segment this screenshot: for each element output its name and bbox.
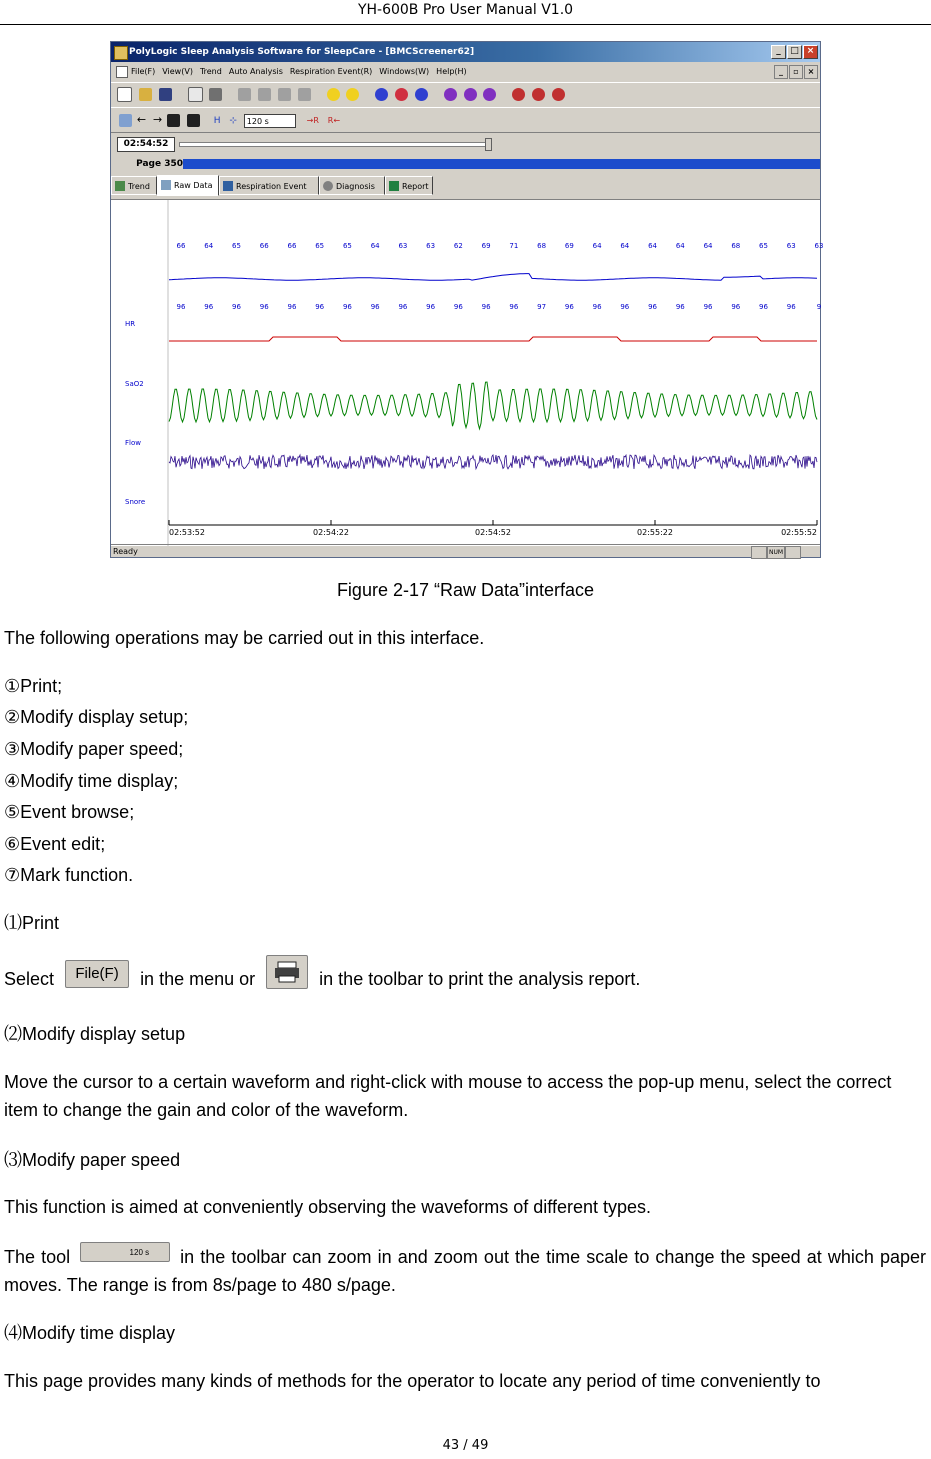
hr-value: 64 bbox=[620, 242, 630, 250]
sao2-value: 96 bbox=[731, 303, 741, 311]
first-page-icon[interactable] bbox=[167, 114, 180, 127]
last-page-icon[interactable] bbox=[187, 114, 200, 127]
tab-label: Raw Data bbox=[174, 181, 213, 190]
toolbar-main bbox=[111, 82, 820, 108]
list-item: ④Modify time display; bbox=[4, 771, 179, 791]
open-icon[interactable] bbox=[139, 88, 152, 101]
channel-label-sao2: SaO2 bbox=[125, 380, 144, 388]
list-item: ①Print; bbox=[4, 676, 63, 696]
snore-trace bbox=[169, 455, 817, 469]
list-item: ⑦Mark function. bbox=[4, 865, 134, 885]
sao2-value: 9 bbox=[816, 303, 822, 311]
app-icon bbox=[114, 46, 128, 60]
hr-value: 63 bbox=[814, 242, 824, 250]
window-title: PolyLogic Sleep Analysis Software for SleepCare - [BMCScreener62] bbox=[129, 47, 475, 57]
flow-trace bbox=[169, 382, 817, 429]
sao2-trace bbox=[169, 337, 817, 341]
tool-icon[interactable] bbox=[258, 88, 271, 101]
hr-value: 71 bbox=[509, 242, 519, 250]
sao2-value: 96 bbox=[342, 303, 352, 311]
view-tabs bbox=[111, 176, 820, 196]
status-panel bbox=[751, 546, 767, 559]
sao2-value: 97 bbox=[537, 303, 547, 311]
tab-respiration-event[interactable] bbox=[219, 176, 319, 195]
sao2-value: 96 bbox=[620, 303, 630, 311]
hr-value: 69 bbox=[564, 242, 574, 250]
raw-data-icon bbox=[161, 180, 171, 190]
sao2-value: 96 bbox=[759, 303, 768, 311]
hr-value: 65 bbox=[759, 242, 768, 250]
print-instructions bbox=[4, 963, 640, 997]
sao2-value: 96 bbox=[315, 303, 325, 311]
list-item: ⑤Event browse; bbox=[4, 802, 135, 822]
smiley-icon[interactable] bbox=[346, 88, 359, 101]
sao2-value: 96 bbox=[398, 303, 408, 311]
sao2-value: 96 bbox=[204, 303, 214, 311]
maximize-button[interactable]: □ bbox=[787, 45, 802, 59]
event-b-icon[interactable] bbox=[483, 88, 496, 101]
sao2-value: 96 bbox=[703, 303, 713, 311]
status-bar bbox=[111, 544, 820, 559]
hr-value: 63 bbox=[426, 242, 436, 250]
hr-value: 66 bbox=[176, 242, 186, 250]
event-a-icon[interactable] bbox=[375, 88, 388, 101]
event-a-icon[interactable] bbox=[415, 88, 428, 101]
tab-trend[interactable] bbox=[111, 176, 157, 195]
time-tick-label: 02:53:52 bbox=[169, 528, 205, 537]
time-slider[interactable] bbox=[179, 142, 491, 147]
hr-value: 69 bbox=[481, 242, 491, 250]
mdi-close-button[interactable]: × bbox=[804, 65, 818, 79]
close-button[interactable]: × bbox=[803, 45, 818, 59]
section-time-title: ⑷Modify time display bbox=[4, 1323, 176, 1343]
hr-value: 65 bbox=[315, 242, 325, 250]
mdi-buttons bbox=[773, 65, 818, 79]
speed-tool-post: in the toolbar can zoom in and zoom out the time scale to change the speed at which paper moves. The range is from 8s/page to 480 s/page. bbox=[4, 1247, 926, 1295]
event-b-icon[interactable] bbox=[444, 88, 457, 101]
hr-value: 64 bbox=[675, 242, 685, 250]
sao2-value: 96 bbox=[176, 303, 186, 311]
time-tick-label: 02:55:52 bbox=[781, 528, 817, 537]
hr-value: 62 bbox=[453, 242, 463, 250]
event-a-icon[interactable] bbox=[395, 88, 408, 101]
display-setup-text: Move the cursor to a certain waveform and right-click with mouse to access the pop-up menu, select the correct item to change the gain and color of the waveform. bbox=[4, 1072, 892, 1120]
page-indicator: Page 350 bbox=[136, 159, 183, 169]
sao2-value: 96 bbox=[287, 303, 297, 311]
time-display-text: This page provides many kinds of methods for the operator to locate any period of time conveniently to bbox=[4, 1371, 821, 1391]
printer-icon bbox=[266, 955, 308, 989]
menu-bar bbox=[111, 63, 820, 81]
time-slider-thumb[interactable] bbox=[485, 138, 492, 151]
sao2-value: 96 bbox=[592, 303, 602, 311]
menu-view[interactable]: View(V) bbox=[162, 67, 193, 76]
speed-description: This function is aimed at conveniently observing the waveforms of different types. bbox=[4, 1197, 651, 1217]
menu-respiration-event[interactable]: Respiration Event(R) bbox=[289, 67, 373, 76]
print-end-text: in the toolbar to print the analysis report. bbox=[319, 968, 641, 989]
page-header: YH-600B Pro User Manual V1.0 bbox=[0, 0, 931, 25]
tab-label: Report bbox=[402, 182, 429, 191]
figure-caption: Figure 2-17 “Raw Data”interface bbox=[336, 580, 595, 600]
hr-value: 64 bbox=[703, 242, 713, 250]
minimize-button[interactable]: _ bbox=[771, 45, 786, 59]
status-text: Ready bbox=[113, 547, 138, 556]
page-progress-bar bbox=[183, 159, 820, 169]
menu-auto-analysis[interactable]: Auto Analysis bbox=[228, 67, 283, 76]
mdi-minimize-button[interactable]: _ bbox=[774, 65, 788, 79]
hr-value: 64 bbox=[592, 242, 602, 250]
tool-icon[interactable] bbox=[278, 88, 291, 101]
event-c-icon[interactable] bbox=[532, 88, 545, 101]
sao2-value: 96 bbox=[509, 303, 519, 311]
time-tick-label: 02:54:22 bbox=[313, 528, 349, 537]
speed-tool-text bbox=[4, 1243, 926, 1299]
sao2-value: 96 bbox=[564, 303, 574, 311]
current-time-display: 02:54:52 bbox=[117, 137, 175, 152]
section-speed-title: ⑶Modify paper speed bbox=[4, 1150, 181, 1170]
hr-trace bbox=[169, 274, 817, 281]
channel-label-snore: Snore bbox=[125, 498, 146, 506]
speed-tool-pre: The tool bbox=[4, 1247, 71, 1267]
status-panel bbox=[785, 546, 801, 559]
hr-value: 64 bbox=[648, 242, 658, 250]
hr-value: 64 bbox=[370, 242, 380, 250]
event-c-icon[interactable] bbox=[552, 88, 565, 101]
page-number: 43 / 49 bbox=[442, 1438, 489, 1453]
smiley-icon[interactable] bbox=[327, 88, 340, 101]
channel-label-flow: Flow bbox=[125, 439, 141, 447]
tab-label: Respiration Event bbox=[236, 182, 307, 191]
doc-icon bbox=[116, 66, 128, 78]
print-mid-text: in the menu or bbox=[140, 968, 256, 989]
sao2-value: 96 bbox=[232, 303, 241, 311]
list-item: ③Modify paper speed; bbox=[4, 739, 184, 759]
sao2-value: 96 bbox=[370, 303, 380, 311]
diagnosis-icon bbox=[323, 181, 333, 191]
trend-icon bbox=[115, 181, 125, 191]
time-tick-label: 02:55:22 bbox=[637, 528, 673, 537]
menu-trend[interactable]: Trend bbox=[199, 67, 222, 76]
tab-raw-data[interactable] bbox=[157, 175, 219, 196]
hr-value: 64 bbox=[204, 242, 214, 250]
file-menu-icon: File(F) bbox=[65, 960, 129, 988]
sao2-value: 96 bbox=[426, 303, 436, 311]
hr-value: 65 bbox=[342, 242, 352, 250]
num-indicator: NUM bbox=[767, 546, 785, 559]
tab-diagnosis[interactable] bbox=[319, 176, 385, 195]
report-icon bbox=[389, 181, 399, 191]
speed-tool-icon: 120 s bbox=[80, 1242, 170, 1262]
waveform-svg bbox=[111, 200, 820, 546]
preview-icon[interactable] bbox=[188, 87, 203, 102]
toolbar-navigation bbox=[111, 107, 820, 133]
intro-text: The following operations may be carried out in this interface. bbox=[4, 628, 485, 648]
channel-label-hr: HR bbox=[125, 320, 136, 328]
list-item: ②Modify display setup; bbox=[4, 707, 189, 727]
zoom-in-time-icon[interactable]: H bbox=[213, 116, 221, 126]
menu-file[interactable]: File(F) bbox=[131, 67, 156, 76]
sao2-value: 96 bbox=[453, 303, 463, 311]
list-item: ⑥Event edit; bbox=[4, 834, 106, 854]
zoom-out-time-icon[interactable]: ⊹ bbox=[229, 116, 237, 126]
tool-icon[interactable] bbox=[238, 88, 251, 101]
waveform-layer bbox=[169, 274, 817, 525]
prev-event-icon[interactable]: →R bbox=[306, 116, 319, 125]
arrow-right-icon[interactable]: → bbox=[152, 113, 163, 126]
respiration-icon bbox=[223, 181, 233, 191]
window-titlebar bbox=[111, 42, 820, 62]
save-icon[interactable] bbox=[159, 88, 172, 101]
sao2-value: 96 bbox=[675, 303, 685, 311]
menu-windows[interactable]: Windows(W) bbox=[379, 67, 430, 76]
waveform-area[interactable] bbox=[111, 199, 824, 546]
hr-value: 66 bbox=[287, 242, 297, 250]
next-event-icon[interactable]: R← bbox=[327, 116, 341, 125]
print-icon[interactable] bbox=[209, 88, 222, 101]
section-print-title: ⑴Print bbox=[4, 913, 60, 933]
zoom-icon[interactable] bbox=[119, 114, 132, 127]
tab-report[interactable] bbox=[385, 176, 433, 195]
hr-value: 66 bbox=[259, 242, 269, 250]
hr-value: 68 bbox=[731, 242, 741, 250]
sao2-value: 96 bbox=[786, 303, 796, 311]
hr-value: 65 bbox=[232, 242, 241, 250]
arrow-left-icon[interactable]: ← bbox=[136, 113, 147, 126]
tool-icon[interactable] bbox=[298, 88, 311, 101]
sao2-value: 96 bbox=[481, 303, 491, 311]
event-c-icon[interactable] bbox=[512, 88, 525, 101]
time-tick-label: 02:54:52 bbox=[475, 528, 511, 537]
tab-label: Diagnosis bbox=[336, 182, 375, 191]
print-select-text: Select bbox=[4, 968, 55, 989]
mdi-restore-button[interactable]: ▫ bbox=[789, 65, 803, 79]
raw-data-screenshot bbox=[110, 41, 824, 558]
hr-value: 63 bbox=[786, 242, 796, 250]
paper-speed-select[interactable]: 120 s bbox=[244, 114, 296, 128]
hr-value: 63 bbox=[398, 242, 408, 250]
new-icon[interactable] bbox=[117, 87, 132, 102]
hr-value: 68 bbox=[537, 242, 547, 250]
menu-help[interactable]: Help(H) bbox=[436, 67, 467, 76]
event-b-icon[interactable] bbox=[464, 88, 477, 101]
section-display-title: ⑵Modify display setup bbox=[4, 1024, 186, 1044]
sao2-value: 96 bbox=[259, 303, 269, 311]
tab-label: Trend bbox=[128, 182, 150, 191]
sao2-value: 96 bbox=[648, 303, 658, 311]
